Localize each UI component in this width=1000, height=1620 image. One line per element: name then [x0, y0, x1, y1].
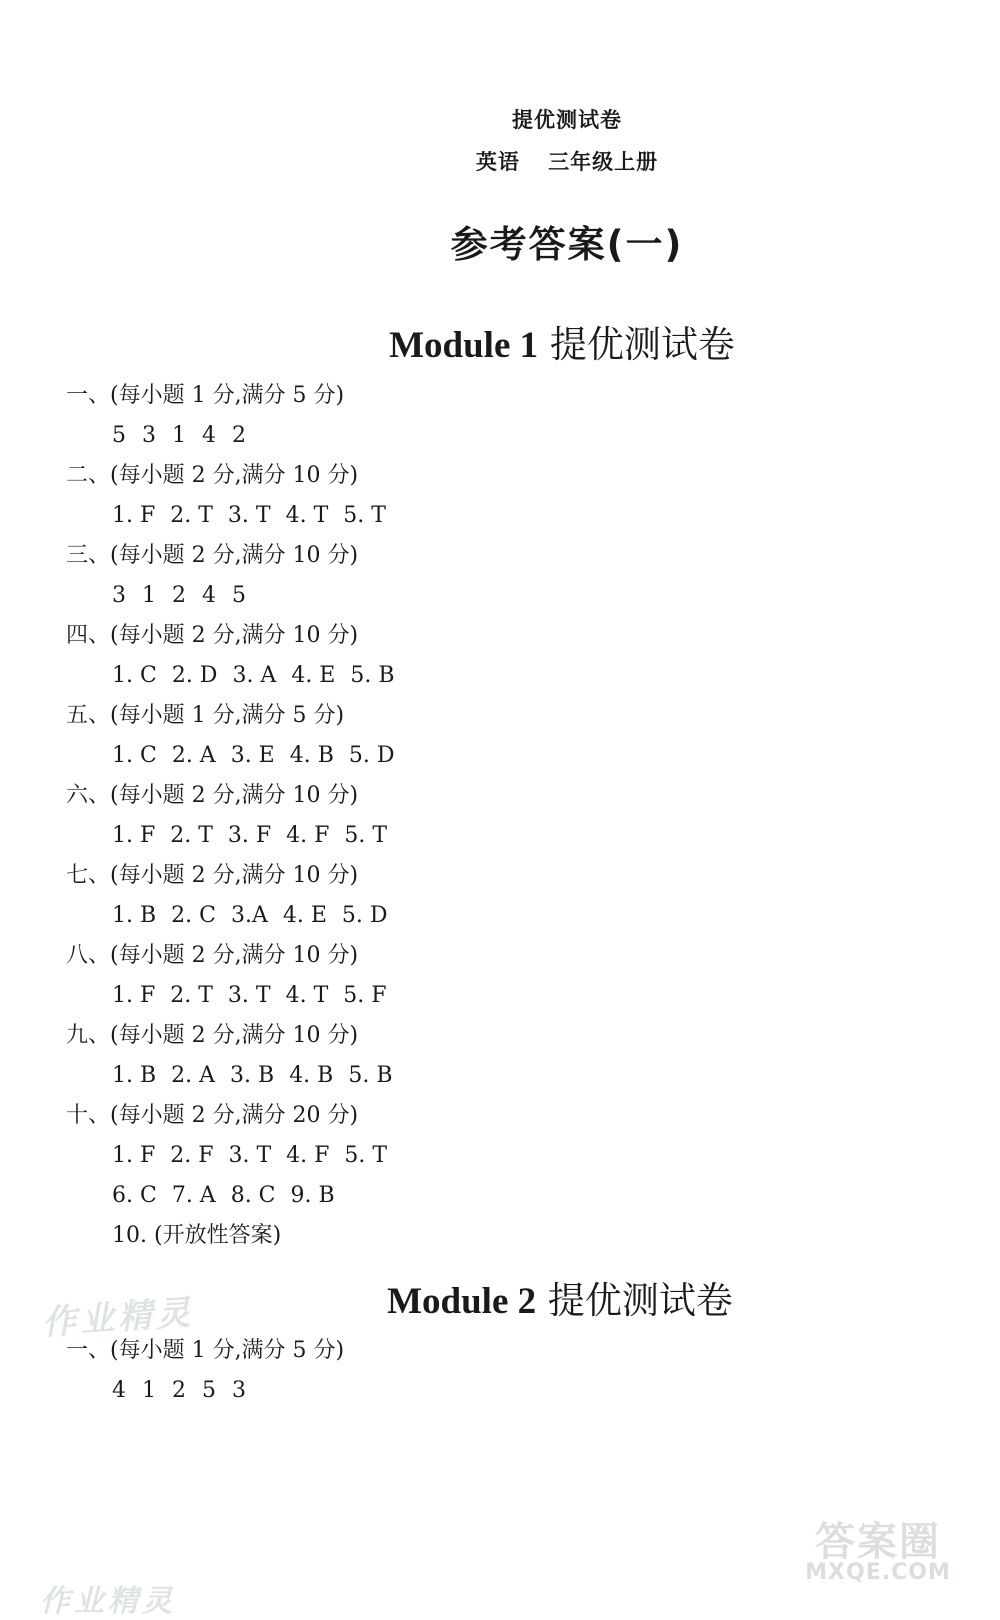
answer-row: [66, 496, 766, 536]
answer-item: 5: [202, 1378, 216, 1403]
answer-item: 4. B: [289, 743, 334, 768]
answer-item: 1. F: [112, 983, 156, 1008]
book-subject-title: 英语 三年级上册: [475, 150, 659, 174]
section-heading: 八、(每小题 2 分,满分 10 分): [66, 943, 359, 968]
answer-item: 2: [172, 1378, 186, 1403]
answer-item: 2. F: [170, 1143, 214, 1168]
watermark-logo-text: 答案圈: [815, 1519, 941, 1565]
watermark-logo: [778, 1510, 978, 1590]
answer-item: 3. T: [227, 503, 271, 528]
answer-row: [66, 416, 766, 456]
answer-item: 5. D: [348, 743, 395, 768]
module-1-title: [62, 314, 1000, 368]
answer-item: 3: [142, 423, 156, 448]
answer-item: 7. A: [171, 1183, 216, 1208]
answer-item: 5: [232, 583, 246, 608]
answer-item: 1. F: [112, 823, 156, 848]
answer-item: 1: [172, 423, 186, 448]
section-heading: 三、(每小题 2 分,满分 10 分): [66, 543, 359, 568]
answer-row: [66, 736, 766, 776]
answer-item: 8. C: [230, 1183, 276, 1208]
answer-item: 4. T: [285, 983, 329, 1008]
section-heading: 四、(每小题 2 分,满分 10 分): [66, 623, 359, 648]
answer-row: [66, 976, 766, 1016]
module-2-answers: [66, 1331, 766, 1411]
answer-item: 2. T: [170, 983, 213, 1008]
module-1-title-en: Module 1: [389, 325, 539, 366]
answer-item: 5: [112, 423, 126, 448]
answer-item: 2. A: [171, 743, 216, 768]
answer-item: 2. A: [171, 1063, 216, 1088]
answer-item: 3. T: [227, 983, 271, 1008]
answer-item: 2: [172, 583, 186, 608]
answer-item: 1. F: [112, 1143, 156, 1168]
answer-item: 4. F: [286, 823, 330, 848]
watermark-logo-url: MXQE.COM: [805, 1560, 951, 1585]
answer-item: 3. T: [228, 1143, 272, 1168]
section-heading: 七、(每小题 2 分,满分 10 分): [66, 863, 359, 888]
answer-item: 3. E: [230, 743, 275, 768]
answer-item: 6. C: [112, 1183, 157, 1208]
answer-item: 3. B: [230, 1063, 275, 1088]
answer-item: 4. T: [285, 503, 329, 528]
watermark-text: 作业精灵: [40, 1584, 176, 1619]
section-heading: 九、(每小题 2 分,满分 10 分): [66, 1023, 359, 1048]
answer-item: 9. B: [290, 1183, 335, 1208]
answer-item: 10. (开放性答案): [112, 1223, 282, 1248]
answer-item: 4: [202, 583, 216, 608]
answer-item: 4. B: [289, 1063, 334, 1088]
answer-item: 5. B: [350, 663, 395, 688]
section-heading: 六、(每小题 2 分,满分 10 分): [66, 783, 359, 808]
section-heading: 二、(每小题 2 分,满分 10 分): [66, 463, 359, 488]
answer-item: 5. T: [343, 503, 386, 528]
answer-key-title: 参考答案(一): [450, 223, 684, 266]
module-2-title: [60, 1270, 1000, 1324]
answer-item: 1: [142, 583, 156, 608]
module-1-title-zh: 提优测试卷: [549, 323, 735, 366]
answer-item: 5. T: [344, 823, 388, 848]
answer-row: [66, 816, 766, 856]
answer-item: 3. F: [227, 823, 272, 848]
answer-item: 1. C: [112, 663, 157, 688]
book-series-title: 提优测试卷: [512, 108, 622, 132]
answer-row: [66, 1136, 766, 1176]
answer-item: 4. F: [286, 1143, 330, 1168]
answer-item: 4: [112, 1378, 126, 1403]
answer-item: 2. T: [170, 823, 213, 848]
answer-row: [66, 1176, 766, 1216]
answer-item: 1. B: [112, 903, 157, 928]
module-2-title-zh: 提优测试卷: [547, 1279, 733, 1322]
answer-item: 3: [232, 1378, 246, 1403]
answer-row: [66, 1216, 766, 1256]
answer-item: 3.A: [230, 903, 268, 928]
module-2-title-en: Module 2: [387, 1281, 537, 1322]
answer-item: 4. E: [282, 903, 327, 928]
answer-item: 2: [232, 423, 246, 448]
answer-item: 1: [142, 1378, 156, 1403]
answer-item: 1. B: [112, 1063, 157, 1088]
answer-row: [66, 656, 766, 696]
section-heading: 十、(每小题 2 分,满分 20 分): [66, 1103, 359, 1128]
answer-item: 5. D: [341, 903, 388, 928]
answer-row: [66, 896, 766, 936]
answer-item: 4: [202, 423, 216, 448]
answer-row: [66, 1371, 766, 1411]
answer-item: 4. E: [291, 663, 336, 688]
answer-item: 3: [112, 583, 126, 608]
answer-item: 5. B: [348, 1063, 393, 1088]
answer-item: 5. F: [343, 983, 387, 1008]
section-heading: 一、(每小题 1 分,满分 5 分): [66, 383, 345, 408]
answer-item: 3. A: [232, 663, 277, 688]
answer-item: 1. F: [112, 503, 156, 528]
answer-row: [66, 576, 766, 616]
section-heading: 五、(每小题 1 分,满分 5 分): [66, 703, 345, 728]
answer-item: 1. C: [112, 743, 157, 768]
answer-item: 5. T: [344, 1143, 388, 1168]
module-1-answers: [66, 376, 766, 1256]
answer-row: [66, 1056, 766, 1096]
section-heading: 一、(每小题 1 分,满分 5 分): [66, 1338, 345, 1363]
answer-item: 2. D: [171, 663, 218, 688]
answer-item: 2. C: [171, 903, 216, 928]
answer-item: 2. T: [170, 503, 213, 528]
watermark-text: 作业精灵: [41, 1292, 196, 1344]
